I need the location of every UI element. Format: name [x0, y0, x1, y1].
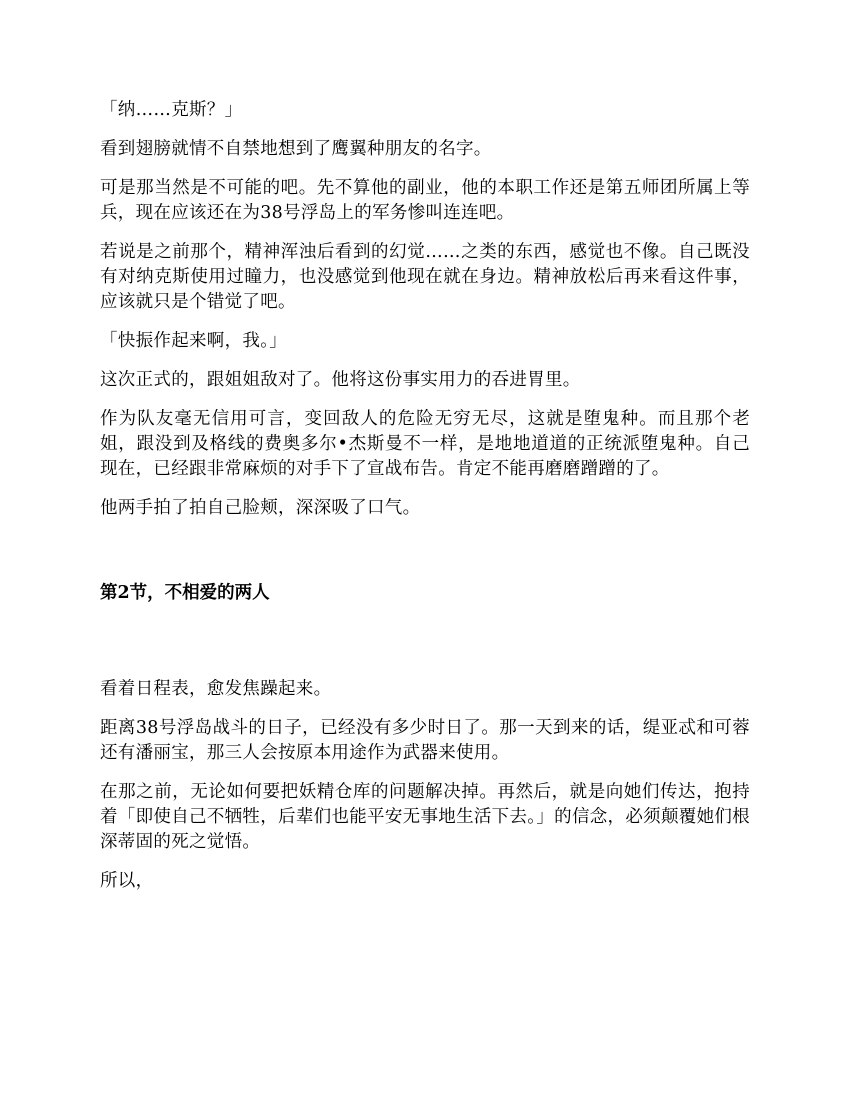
paragraph: 若说是之前那个，精神浑浊后看到的幻觉……之类的东西，感觉也不像。自己既没有对纳克斯使用过瞳力，也没感觉到他现在就在身边。精神放松后再来看这件事，应该就只是个错觉了吧。	[100, 242, 750, 312]
section-spacer	[100, 606, 750, 677]
section-spacer	[100, 535, 750, 581]
section-heading: 第2节，不相爱的两人	[100, 583, 270, 603]
paragraph: 作为队友毫无信用可言，变回敌人的危险无穷无尽，这就是堕鬼种。而且那个老姐，跟没到及格线的费奥多尔•杰斯曼不一样，是地地道道的正统派堕鬼种。自己现在，已经跟非常麻烦的对手下了宣战布告。肯定不能再磨磨蹭蹭的了。	[100, 409, 750, 479]
paragraph: 他两手拍了拍自己脸颊，深深吸了口气。	[100, 498, 421, 518]
document-page	[100, 98, 750, 908]
paragraph: 看着日程表，愈发焦躁起来。	[100, 679, 332, 699]
paragraph: 看到翅膀就情不自禁地想到了鹰翼种朋友的名字。	[100, 139, 492, 159]
paragraph: 可是那当然是不可能的吧。先不算他的副业，他的本职工作还是第五师团所属上等兵，现在应该还在为38号浮岛上的军务惨叫连连吧。	[100, 178, 750, 223]
paragraph: 「快振作起来啊，我。」	[100, 331, 288, 351]
paragraph: 「纳……克斯？」	[100, 100, 243, 120]
paragraph: 所以，	[100, 871, 154, 891]
paragraph: 这次正式的，跟姐姐敌对了。他将这份事实用力的吞进胃里。	[100, 370, 581, 390]
paragraph: 距离38号浮岛战斗的日子，已经没有多少时日了。那一天到来的话，缇亚忒和可蓉还有潘丽宝，那三人会按原本用途作为武器来使用。	[100, 718, 750, 763]
paragraph: 在那之前，无论如何要把妖精仓库的问题解决掉。再然后，就是向她们传达，抱持着「即使自己不牺牲，后辈们也能平安无事地生活下去。」的信念，必须颠覆她们根深蒂固的死之觉悟。	[100, 782, 750, 852]
